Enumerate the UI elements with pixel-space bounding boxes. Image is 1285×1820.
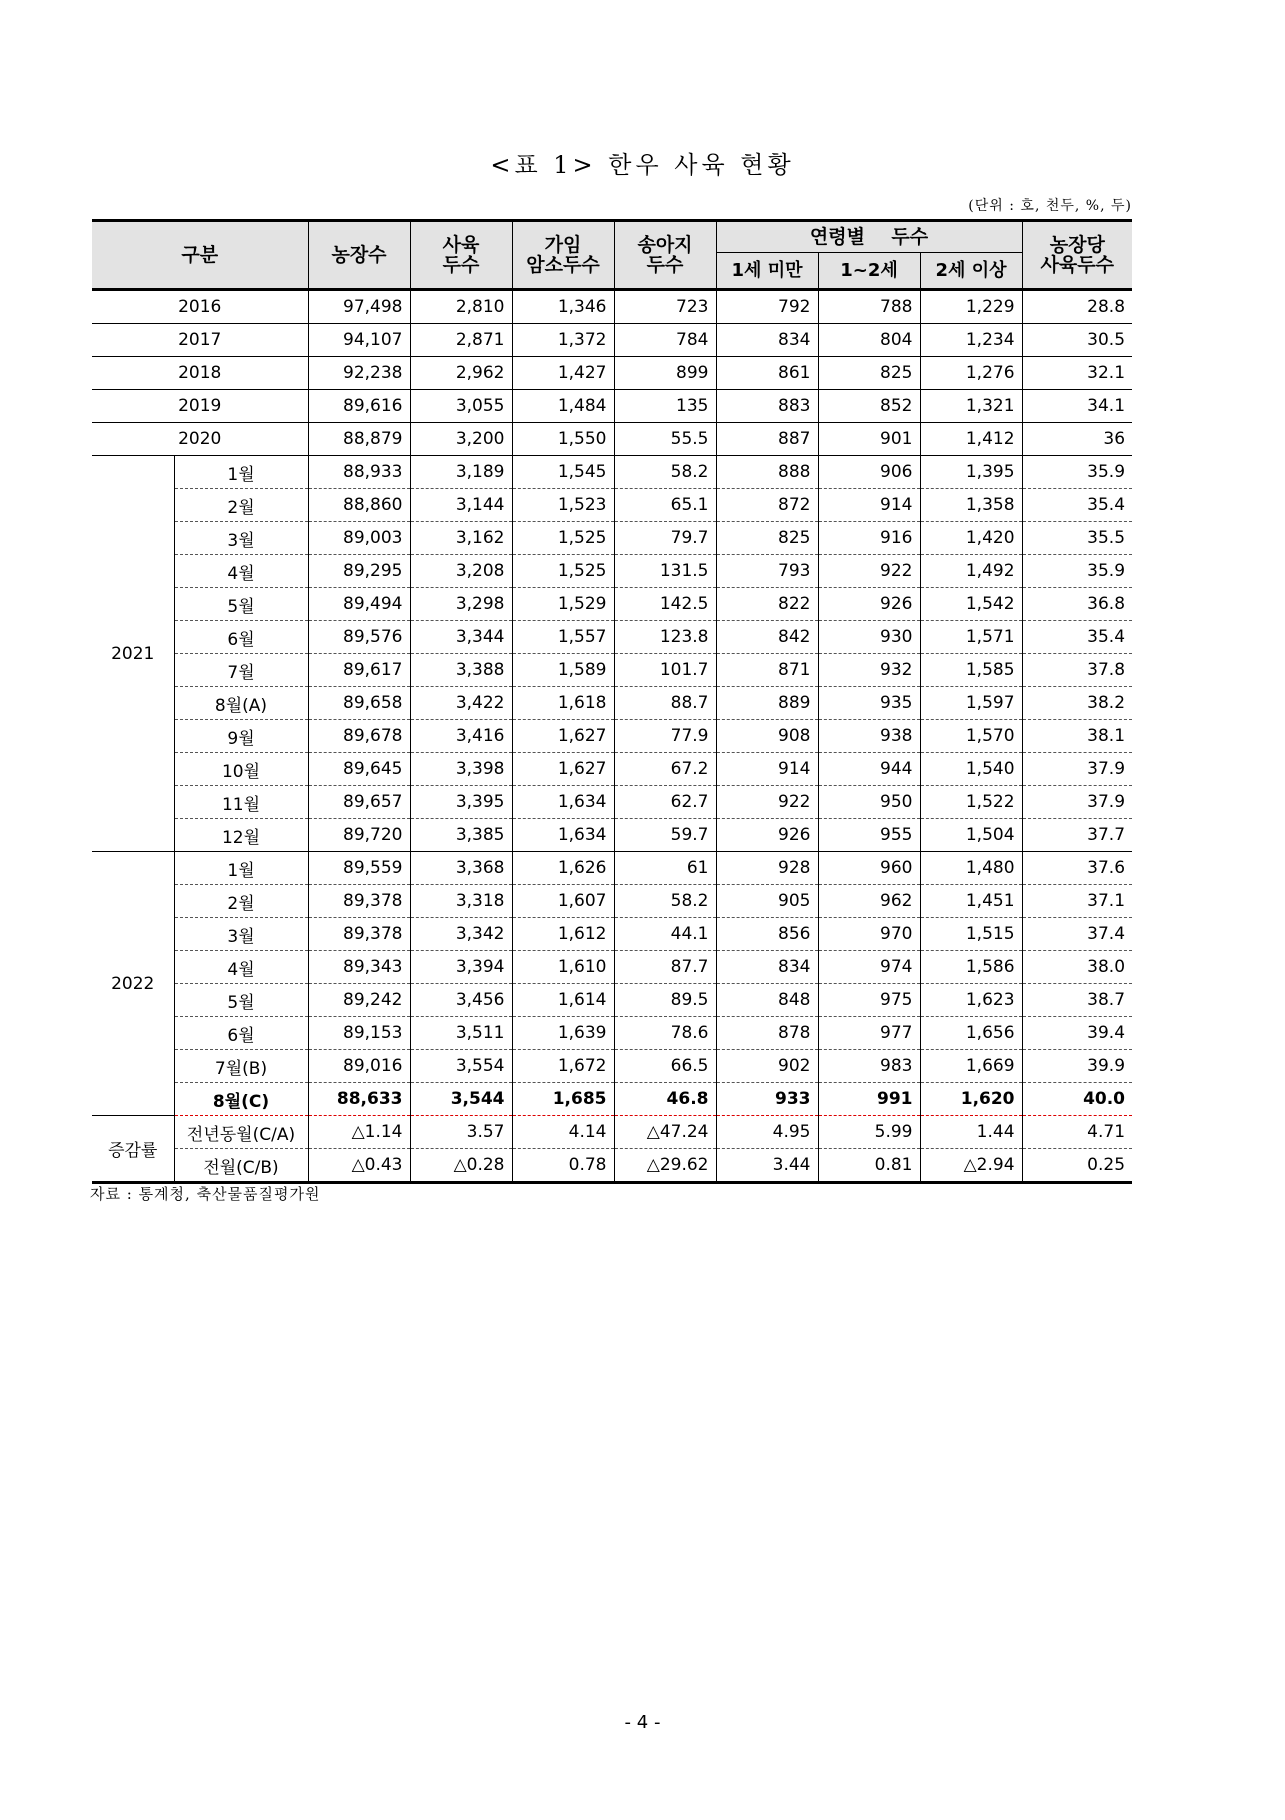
table-cell: 1,634 [512,786,614,819]
table-cell: 89,295 [308,555,410,588]
header-cows [512,221,614,290]
table-cell: 788 [818,290,920,324]
table-cell: 30.5 [1022,324,1132,357]
table-cell: 3,318 [410,885,512,918]
page-number: - 4 - [624,1712,661,1733]
table-cell: 89,003 [308,522,410,555]
table-cell: 944 [818,753,920,786]
table-cell: 1,234 [920,324,1022,357]
table-cell: 914 [716,753,818,786]
table-cell: 902 [716,1050,818,1083]
row-label: 전년동월(C/A) [174,1116,308,1149]
table-cell: 79.7 [614,522,716,555]
table-cell: 852 [818,390,920,423]
table-cell: 1,571 [920,621,1022,654]
table-cell: 3,298 [410,588,512,621]
header-calves [614,221,716,290]
table-cell: 784 [614,324,716,357]
table-cell: 39.4 [1022,1017,1132,1050]
table-cell: 1,529 [512,588,614,621]
table-cell: 1,623 [920,984,1022,1017]
table-cell: 35.9 [1022,555,1132,588]
table-cell: 842 [716,621,818,654]
table-cell: 89,378 [308,885,410,918]
header-age-over2: 2세 이상 [920,253,1022,290]
table-row [92,786,1132,819]
table-cell: 848 [716,984,818,1017]
table-cell: 0.78 [512,1149,614,1183]
table-row [92,654,1132,687]
table-cell: 3,511 [410,1017,512,1050]
table-cell: 1,618 [512,687,614,720]
row-label: 1월 [174,852,308,885]
table-cell: 1,672 [512,1050,614,1083]
table-cell: △0.43 [308,1149,410,1183]
table-cell: 899 [614,357,716,390]
table-cell: 3,394 [410,951,512,984]
table-cell: 861 [716,357,818,390]
table-cell: 822 [716,588,818,621]
row-label: 3월 [174,522,308,555]
table-cell: 65.1 [614,489,716,522]
table-cell: 1,656 [920,1017,1022,1050]
table-cell: 88,933 [308,456,410,489]
header-heads-line2: 두수 [442,254,480,276]
table-row [92,290,1132,324]
table-cell: 3,055 [410,390,512,423]
table-cell: 1,589 [512,654,614,687]
table-cell: 3,200 [410,423,512,456]
row-label: 4월 [174,951,308,984]
header-heads [410,221,512,290]
table-row [92,1017,1132,1050]
table-cell: 38.1 [1022,720,1132,753]
table-cell: 2,871 [410,324,512,357]
table-cell: 3,189 [410,456,512,489]
table-row [92,489,1132,522]
table-cell: 3,544 [410,1083,512,1116]
table-cell: 1,626 [512,852,614,885]
table-cell: 991 [818,1083,920,1116]
table-cell: 35.5 [1022,522,1132,555]
table-cell: 46.8 [614,1083,716,1116]
table-cell: 3,388 [410,654,512,687]
table-cell: 66.5 [614,1050,716,1083]
table-cell: 1,570 [920,720,1022,753]
table-cell: 89,720 [308,819,410,852]
row-label: 1월 [174,456,308,489]
table-body [92,290,1132,1183]
table-row [92,423,1132,456]
table-cell: 1,669 [920,1050,1022,1083]
table-cell: 3,144 [410,489,512,522]
table-cell: 62.7 [614,786,716,819]
table-cell: 1,627 [512,720,614,753]
table-cell: 38.2 [1022,687,1132,720]
table-cell: 67.2 [614,753,716,786]
table-cell: 792 [716,290,818,324]
table-cell: 97,498 [308,290,410,324]
table-cell: 2,962 [410,357,512,390]
header-cows-line1: 가임 [544,234,582,256]
table-cell: △47.24 [614,1116,716,1149]
header-age-under1: 1세 미만 [716,253,818,290]
table-cell: 3,342 [410,918,512,951]
table-cell: 58.2 [614,885,716,918]
table-cell: 5.99 [818,1116,920,1149]
table-cell: 1,620 [920,1083,1022,1116]
table-cell: 922 [818,555,920,588]
table-row [92,819,1132,852]
table-row [92,885,1132,918]
table-cell: 37.9 [1022,753,1132,786]
table-cell: 0.81 [818,1149,920,1183]
table-cell: 804 [818,324,920,357]
row-label: 8월(C) [174,1083,308,1116]
table-cell: 36.8 [1022,588,1132,621]
table-cell: 1,321 [920,390,1022,423]
row-label: 전월(C/B) [174,1149,308,1183]
table-cell: 3,554 [410,1050,512,1083]
table-cell: 905 [716,885,818,918]
row-label: 5월 [174,588,308,621]
row-label: 12월 [174,819,308,852]
table-cell: 983 [818,1050,920,1083]
table-cell: 1,427 [512,357,614,390]
table-cell: 28.8 [1022,290,1132,324]
table-cell: 955 [818,819,920,852]
table-cell: 1,523 [512,489,614,522]
table-cell: 872 [716,489,818,522]
table-cell: 1,597 [920,687,1022,720]
table-cell: 89,016 [308,1050,410,1083]
table-cell: 3.44 [716,1149,818,1183]
table-cell: 131.5 [614,555,716,588]
table-cell: 55.5 [614,423,716,456]
table-cell: 1,614 [512,984,614,1017]
header-perfarm-line2: 사육두수 [1040,254,1114,276]
table-cell: 37.8 [1022,654,1132,687]
table-cell: 89,576 [308,621,410,654]
table-cell: 142.5 [614,588,716,621]
table-cell: 1,525 [512,522,614,555]
header-perfarm [1022,221,1132,290]
table-row [92,1149,1132,1183]
table-cell: 1,395 [920,456,1022,489]
table-cell: 1,542 [920,588,1022,621]
table-row [92,588,1132,621]
table-row [92,522,1132,555]
table-cell: △1.14 [308,1116,410,1149]
row-label: 2019 [92,390,308,423]
header-age-group: 연령별 두수 [716,221,1022,253]
row-label: 2월 [174,489,308,522]
table-row [92,357,1132,390]
table-cell: 1,607 [512,885,614,918]
table-row [92,555,1132,588]
table-cell: 89,242 [308,984,410,1017]
table-cell: 37.7 [1022,819,1132,852]
table-cell: 94,107 [308,324,410,357]
table-cell: 89,678 [308,720,410,753]
table-cell: 37.9 [1022,786,1132,819]
group-label: 2022 [92,852,174,1116]
table-cell: 1,358 [920,489,1022,522]
table-cell: 962 [818,885,920,918]
table-cell: 92,238 [308,357,410,390]
row-label: 6월 [174,621,308,654]
table-row [92,852,1132,885]
table-cell: 88,879 [308,423,410,456]
table-cell: 89,657 [308,786,410,819]
table-row [92,918,1132,951]
table-cell: 2,810 [410,290,512,324]
table-cell: 1,627 [512,753,614,786]
table-cell: 1,639 [512,1017,614,1050]
table-cell: 1,451 [920,885,1022,918]
table-cell: 3,162 [410,522,512,555]
table-cell: 87.7 [614,951,716,984]
table-cell: 825 [716,522,818,555]
table-cell: 37.4 [1022,918,1132,951]
table-cell: 89,153 [308,1017,410,1050]
table-cell: 3,456 [410,984,512,1017]
table-cell: 35.4 [1022,489,1132,522]
table-cell: 1.44 [920,1116,1022,1149]
table-cell: 975 [818,984,920,1017]
table-cell: 889 [716,687,818,720]
row-label: 2017 [92,324,308,357]
table-cell: 928 [716,852,818,885]
table-cell: 1,420 [920,522,1022,555]
unit-note: (단위 : 호, 천두, %, 두) [968,198,1132,214]
table-cell: 1,492 [920,555,1022,588]
table-cell: 89,617 [308,654,410,687]
hanwoo-table [92,219,1132,1184]
table-cell: 871 [716,654,818,687]
table-cell: 888 [716,456,818,489]
table-row [92,390,1132,423]
table-cell: 1,610 [512,951,614,984]
table-cell: 878 [716,1017,818,1050]
row-label: 10월 [174,753,308,786]
row-label: 2월 [174,885,308,918]
table-cell: △29.62 [614,1149,716,1183]
table-row [92,753,1132,786]
table-cell: 834 [716,324,818,357]
table-cell: 1,515 [920,918,1022,951]
table-cell: 89,658 [308,687,410,720]
row-label: 6월 [174,1017,308,1050]
table-cell: 39.9 [1022,1050,1132,1083]
table-cell: 1,585 [920,654,1022,687]
table-cell: 1,557 [512,621,614,654]
table-cell: 930 [818,621,920,654]
row-label: 3월 [174,918,308,951]
table-cell: 4.14 [512,1116,614,1149]
source-note: 자료 : 통계청, 축산물품질평가원 [90,1185,321,1203]
table-cell: 135 [614,390,716,423]
table-row [92,984,1132,1017]
table-cell: 38.7 [1022,984,1132,1017]
table-cell: 3,385 [410,819,512,852]
row-label: 2018 [92,357,308,390]
table-cell: 4.71 [1022,1116,1132,1149]
row-label: 5월 [174,984,308,1017]
row-label: 9월 [174,720,308,753]
table-cell: 1,412 [920,423,1022,456]
table-row [92,456,1132,489]
header-calves-line2: 두수 [646,254,684,276]
table-cell: 88.7 [614,687,716,720]
table-cell: 78.6 [614,1017,716,1050]
table-cell: 901 [818,423,920,456]
table-cell: 3,208 [410,555,512,588]
table-cell: 32.1 [1022,357,1132,390]
table-cell: 3,395 [410,786,512,819]
table-cell: 3.57 [410,1116,512,1149]
table-title: <표 1> 한우 사육 현황 [490,151,795,179]
row-label: 2020 [92,423,308,456]
table-row [92,324,1132,357]
table-cell: 1,480 [920,852,1022,885]
table-cell: 933 [716,1083,818,1116]
row-label: 2016 [92,290,308,324]
table-cell: 89,645 [308,753,410,786]
table-cell: 1,685 [512,1083,614,1116]
table-cell: 856 [716,918,818,951]
table-cell: 1,525 [512,555,614,588]
table-cell: 834 [716,951,818,984]
header-heads-line1: 사육 [442,234,480,256]
table-cell: 970 [818,918,920,951]
table-cell: 88,633 [308,1083,410,1116]
table-cell: 89,343 [308,951,410,984]
table-cell: 3,368 [410,852,512,885]
table-cell: 123.8 [614,621,716,654]
table-cell: 883 [716,390,818,423]
table-cell: 1,612 [512,918,614,951]
table-cell: 58.2 [614,456,716,489]
table-cell: 960 [818,852,920,885]
group-label: 증감률 [92,1116,174,1183]
table-cell: 926 [716,819,818,852]
table-cell: 916 [818,522,920,555]
table-cell: 40.0 [1022,1083,1132,1116]
table-cell: 3,422 [410,687,512,720]
table-row [92,687,1132,720]
table-cell: 3,416 [410,720,512,753]
table-cell: 935 [818,687,920,720]
table-cell: 89,378 [308,918,410,951]
group-label: 2021 [92,456,174,852]
table-cell: 1,586 [920,951,1022,984]
row-label: 8월(A) [174,687,308,720]
table-cell: 906 [818,456,920,489]
table-row [92,720,1132,753]
table-cell: 950 [818,786,920,819]
table-cell: 59.7 [614,819,716,852]
table-cell: 3,344 [410,621,512,654]
row-label: 4월 [174,555,308,588]
table-cell: 38.0 [1022,951,1132,984]
table-cell: 723 [614,290,716,324]
table-cell: 914 [818,489,920,522]
header-perfarm-line1: 농장당 [1049,234,1105,256]
header-calves-line1: 송아지 [637,234,693,256]
table-cell: 1,372 [512,324,614,357]
table-cell: 101.7 [614,654,716,687]
table-cell: 825 [818,357,920,390]
table-cell: 922 [716,786,818,819]
table-row [92,951,1132,984]
header-farms: 농장수 [308,221,410,290]
table-row [92,1083,1132,1116]
table-cell: 1,346 [512,290,614,324]
table-row [92,621,1132,654]
table-cell: 77.9 [614,720,716,753]
table-cell: 89,559 [308,852,410,885]
table-cell: 37.6 [1022,852,1132,885]
table-cell: 0.25 [1022,1149,1132,1183]
table-cell: 793 [716,555,818,588]
table-cell: △0.28 [410,1149,512,1183]
table-cell: 1,229 [920,290,1022,324]
table-cell: 88,860 [308,489,410,522]
header-category: 구분 [92,221,308,290]
table-cell: 89,494 [308,588,410,621]
table-cell: 37.1 [1022,885,1132,918]
table-cell: 887 [716,423,818,456]
table-cell: 35.4 [1022,621,1132,654]
header-age-1to2: 1~2세 [818,253,920,290]
row-label: 7월 [174,654,308,687]
table-cell: 1,540 [920,753,1022,786]
table-cell: 1,484 [512,390,614,423]
table-row [92,1116,1132,1149]
table-cell: 926 [818,588,920,621]
row-label: 11월 [174,786,308,819]
table-cell: 89,616 [308,390,410,423]
table-cell: 34.1 [1022,390,1132,423]
table-cell: 36 [1022,423,1132,456]
row-label: 7월(B) [174,1050,308,1083]
table-cell: △2.94 [920,1149,1022,1183]
table-cell: 1,276 [920,357,1022,390]
table-header [92,221,1132,290]
table-cell: 977 [818,1017,920,1050]
table-cell: 89.5 [614,984,716,1017]
table-cell: 1,545 [512,456,614,489]
table-cell: 1,504 [920,819,1022,852]
table-cell: 35.9 [1022,456,1132,489]
table-cell: 1,522 [920,786,1022,819]
table-cell: 932 [818,654,920,687]
table-cell: 44.1 [614,918,716,951]
table-cell: 1,550 [512,423,614,456]
table-row [92,1050,1132,1083]
table-cell: 3,398 [410,753,512,786]
table-cell: 4.95 [716,1116,818,1149]
table-cell: 974 [818,951,920,984]
table-cell: 908 [716,720,818,753]
table-cell: 938 [818,720,920,753]
table-cell: 1,634 [512,819,614,852]
header-cows-line2: 암소두수 [526,254,600,276]
table-cell: 61 [614,852,716,885]
